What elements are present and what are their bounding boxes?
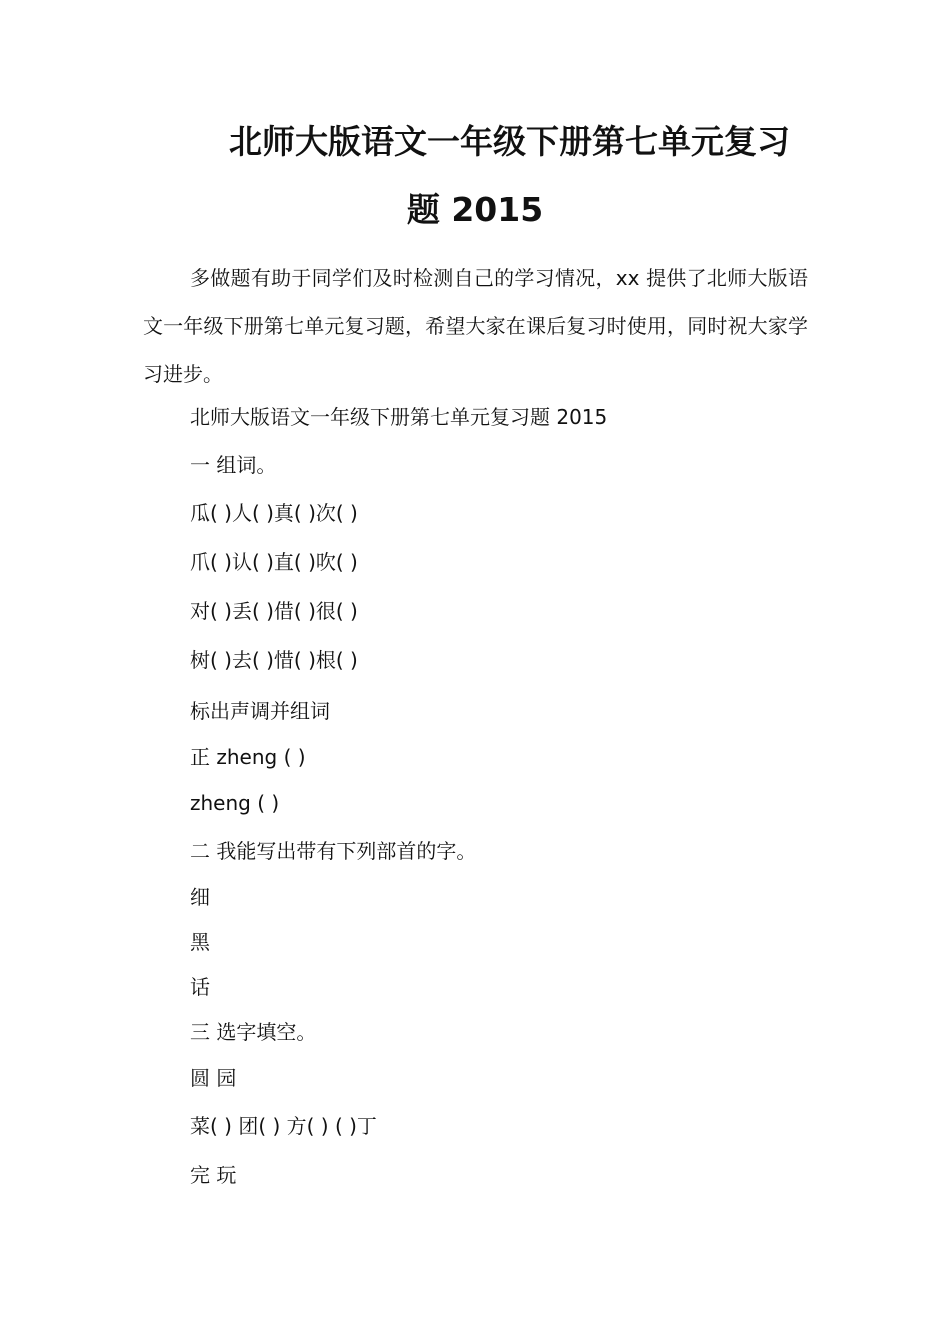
radical-item: 细 xyxy=(190,885,210,909)
section-heading-2: 二 我能写出带有下列部首的字。 xyxy=(190,839,477,863)
exercise-line: zheng ( ) xyxy=(190,791,280,815)
section-heading-3: 三 选字填空。 xyxy=(190,1020,317,1044)
section-heading-1: 一 组词。 xyxy=(190,453,277,477)
exercise-line: 爪( )认( )直( )吹( ) xyxy=(190,550,358,574)
intro-paragraph: 多做题有助于同学们及时检测自己的学习情况，xx 提供了北师大版语文一年级下册第七单元复习题，希望大家在课后复习时使用，同时祝大家学习进步。 xyxy=(143,266,808,386)
subtitle-line: 北师大版语文一年级下册第七单元复习题 2015 xyxy=(190,405,608,429)
exercise-line: 菜( ) 团( ) 方( ) ( )丁 xyxy=(190,1114,377,1138)
exercise-line: 对( )丢( )借( )很( ) xyxy=(190,599,358,623)
choice-pair: 圆 园 xyxy=(190,1066,237,1090)
instruction-line: 标出声调并组词 xyxy=(190,699,330,723)
exercise-line: 正 zheng ( ) xyxy=(190,745,306,769)
document-title-line-1: 北师大版语文一年级下册第七单元复习 xyxy=(229,122,790,161)
choice-pair: 完 玩 xyxy=(190,1163,237,1187)
radical-item: 黑 xyxy=(190,930,210,954)
radical-item: 话 xyxy=(190,975,210,999)
exercise-line: 树( )去( )惜( )根( ) xyxy=(190,648,358,672)
document-title-line-2: 题 2015 xyxy=(406,190,544,229)
exercise-line: 瓜( )人( )真( )次( ) xyxy=(190,501,358,525)
